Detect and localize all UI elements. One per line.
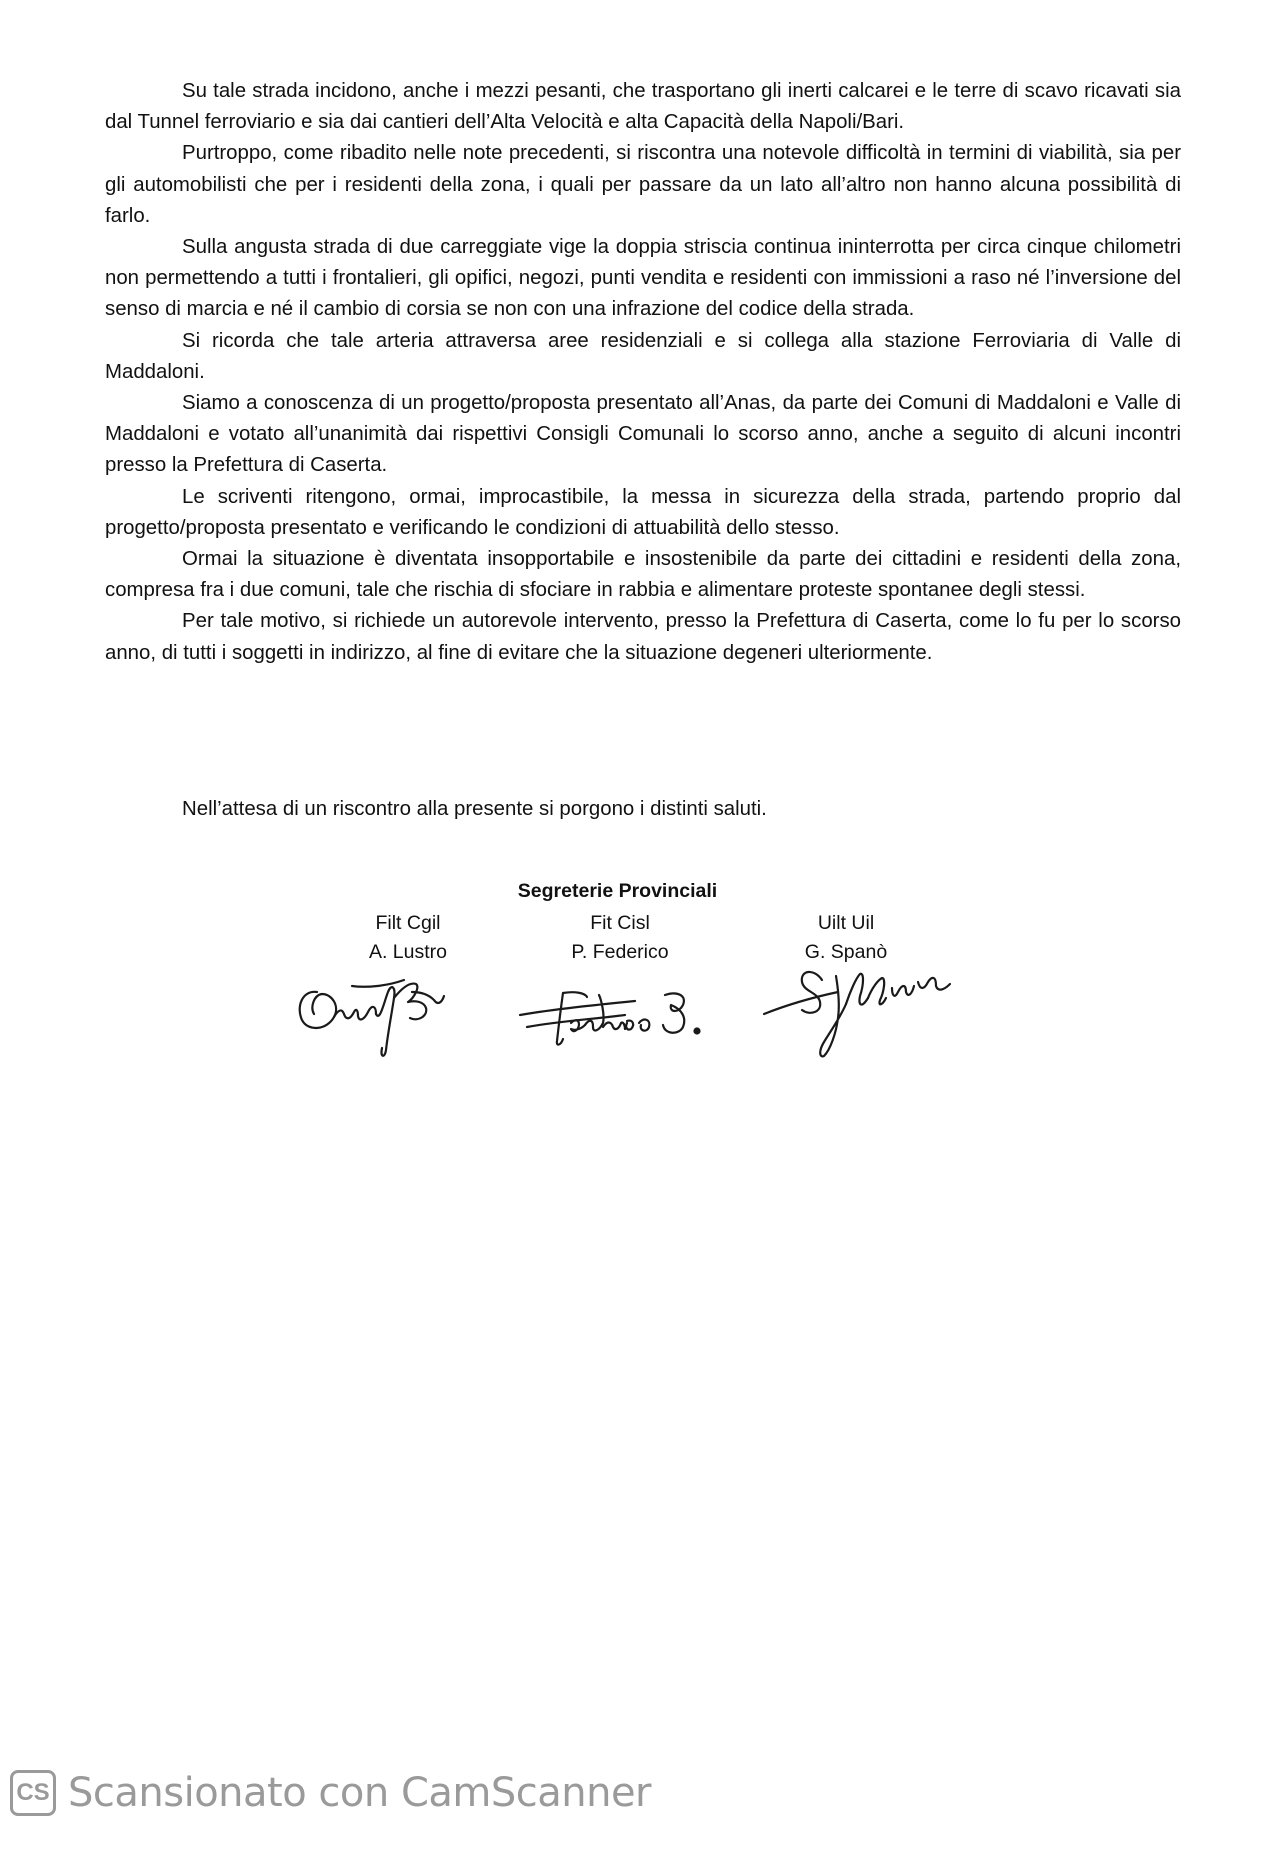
paragraph-3: Sulla angusta strada di due carreggiate vige la doppia striscia continua ininterrotta per circa cinque chilometri non permettendo a tutti i frontalieri, gli opifici, negozi, punti vendita e residenti con immissioni a raso né l’inversione del senso di marcia e né il cambio di corsia se non con una infrazione del codice della strada. [105,236,1181,321]
signature-federico [515,975,730,1050]
camscanner-text: Scansionato con CamScanner [68,1770,651,1816]
paragraph-4: Si ricorda che tale arteria attraversa aree residenziali e si collega alla stazione Ferroviaria di Valle di Maddaloni. [105,329,1181,383]
letter-body [105,76,1181,669]
signatory-org: Uilt Uil [817,912,875,934]
camscanner-logo-icon: CS [10,1770,56,1816]
signatory-fit-cisl [500,909,740,967]
signatory-org: Fit Cisl [590,912,650,934]
paragraph-2: Purtroppo, come ribadito nelle note precedenti, si riscontra una notevole difficoltà in termini di viabilità, sia per gli automobilisti che per i residenti della zona, i quali per passare da un lato all’altro non hanno alcuna possibilità di farlo. [105,142,1181,227]
signature-lustro [292,962,462,1062]
paragraph-7: Ormai la situazione è diventata insopportabile e insostenibile da parte dei cittadini e residenti della zona, compresa fra i due comuni, tale che rischia di sfociare in rabbia e alimentare proteste spontanee degli stessi. [105,548,1181,602]
signatory-org: Filt Cgil [375,912,441,934]
signatures-header: Segreterie Provinciali [517,880,718,902]
camscanner-watermark [10,1765,651,1821]
signatory-filt-cgil [288,909,528,967]
signature-spano [760,958,955,1058]
paragraph-8: Per tale motivo, si richiede un autorevole intervento, presso la Prefettura di Caserta, come lo fu per lo scorso anno, di tutti i soggetti in indirizzo, al fine di evitare che la situazione degeneri ulteriormente. [105,610,1181,664]
paragraph-5: Siamo a conoscenza di un progetto/proposta presentato all’Anas, da parte dei Comuni di Maddaloni e Valle di Maddaloni e votato all’unanimità dai rispettivi Consigli Comunali lo scorso anno, anche a seguito di alcuni incontri presso la Prefettura di Caserta. [105,392,1181,477]
closing-greeting: Nell’attesa di un riscontro alla presente si porgono i distinti saluti. [182,798,767,820]
paragraph-1: Su tale strada incidono, anche i mezzi pesanti, che trasportano gli inerti calcarei e le terre di scavo ricavati sia dal Tunnel ferroviario e sia dai cantieri dell’Alta Velocità e alta Capacità della Napoli/Bari. [105,80,1181,134]
paragraph-6: Le scriventi ritengono, ormai, improcastibile, la messa in sicurezza della strada, partendo proprio dal progetto/proposta presentato e verificando le condizioni di attuabilità dello stesso. [105,485,1181,539]
signatory-name: G. Spanò [804,941,888,963]
signatory-name: P. Federico [571,941,669,963]
signatory-name: A. Lustro [368,941,448,963]
